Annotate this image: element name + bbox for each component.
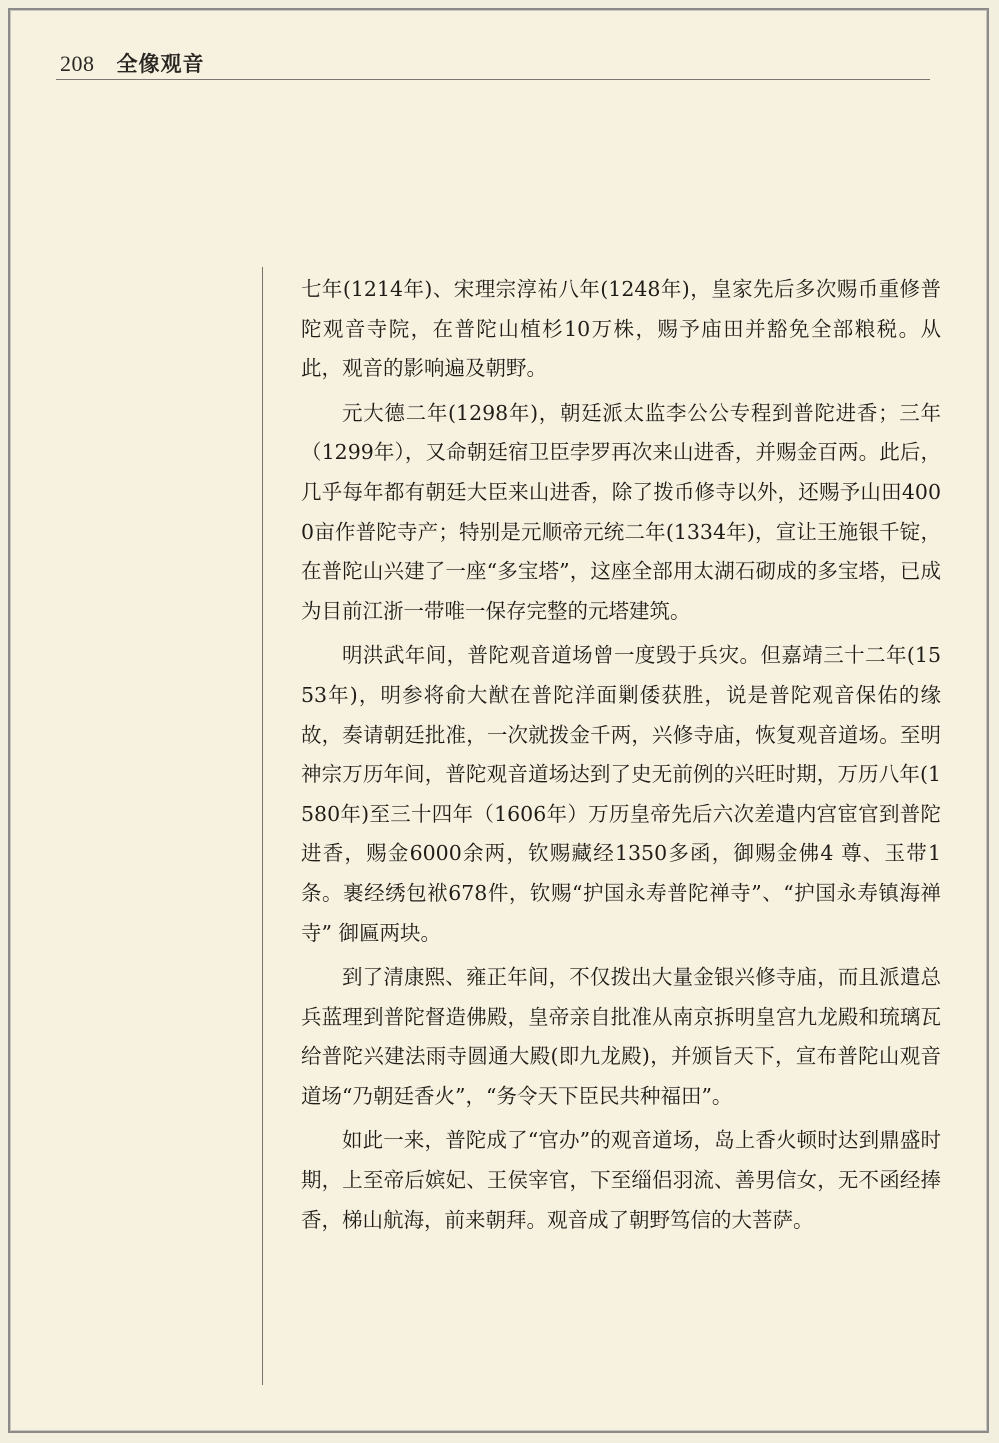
paragraph: 到了清康熙、雍正年间，不仅拨出大量金银兴修寺庙，而且派遣总兵蓝理到普陀督造佛殿，皇帝亲自批准从南京拆明皇宫九龙殿和琉璃瓦给普陀兴建法雨寺圆通大殿(即九龙殿)，并颁旨天下，宣布普陀山观音道场“乃朝廷香火”，“务令天下臣民共种福田”。 bbox=[301, 965, 941, 1108]
page-number: 208 bbox=[60, 51, 95, 76]
margin-rule bbox=[262, 267, 263, 1385]
paragraph: 明洪武年间，普陀观音道场曾一度毁于兵灾。但嘉靖三十二年(1553年)，明参将俞大猷在普陀洋面剿倭获胜，说是普陀观音保佑的缘故，奏请朝廷批准，一次就拨金千两，兴修寺庙，恢复观音道场。至明神宗万历年间，普陀观音道场达到了史无前例的兴旺时期，万历八年(1580年)至三十四年（1606年）万历皇帝先后六次差遣内宫宦官到普陀进香，赐金6000余两，钦赐藏经1350多函，御赐金佛4 尊、玉带1条。裹经绣包袱678件，钦赐“护国永寿普陀禅寺”、“护国永寿镇海禅寺” 御匾两块。 bbox=[301, 643, 941, 945]
header-rule bbox=[56, 79, 930, 80]
book-title: 全像观音 bbox=[116, 52, 205, 76]
paragraph: 如此一来，普陀成了“官办”的观音道场，岛上香火顿时达到鼎盛时期，上至帝后嫔妃、王侯宰官，下至缁侣羽流、善男信女，无不函经捧香，梯山航海，前来朝拜。观音成了朝野笃信的大菩萨。 bbox=[301, 1128, 941, 1232]
running-header bbox=[60, 48, 205, 78]
paragraph: 元大德二年(1298年)，朝廷派太监李公公专程到普陀进香；三年（1299年），又命朝廷宿卫臣孛罗再次来山进香，并赐金百两。此后，几乎每年都有朝廷大臣来山进香，除了拨币修寺以外，还赐予山田4000亩作普陀寺产；特别是元顺帝元统二年(1334年)，宣让王施银千锭，在普陀山兴建了一座“多宝塔”，这座全部用太湖石砌成的多宝塔，已成为目前江浙一带唯一保存完整的元塔建筑。 bbox=[301, 400, 941, 623]
paragraph: 七年(1214年)、宋理宗淳祐八年(1248年)，皇家先后多次赐币重修普陀观音寺院，在普陀山植杉10万株，赐予庙田并豁免全部粮税。从此，观音的影响遍及朝野。 bbox=[301, 277, 941, 381]
body-text bbox=[301, 270, 941, 1245]
